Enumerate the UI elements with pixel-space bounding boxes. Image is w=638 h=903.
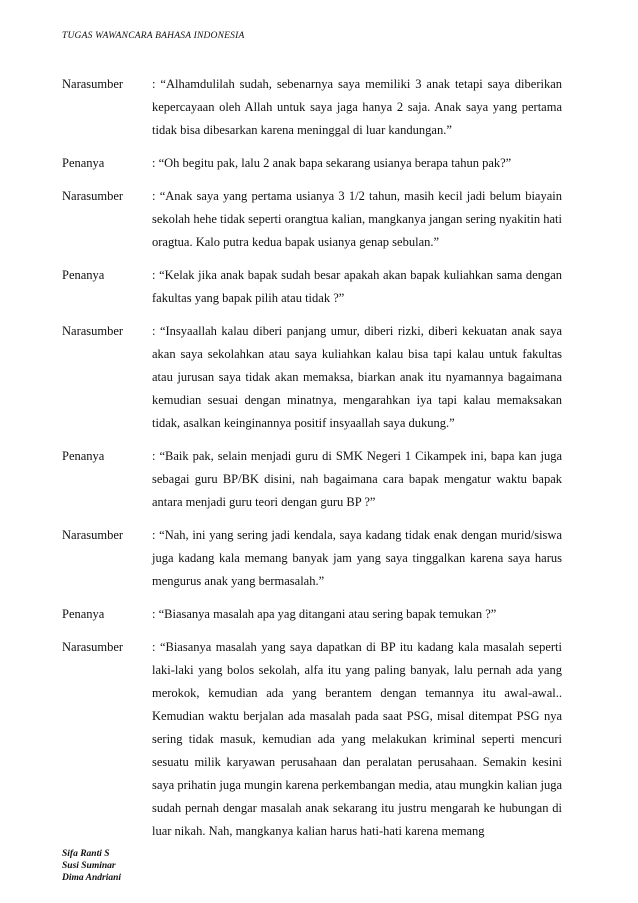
transcript-row [62,320,562,435]
author-name: Susi Suminar [62,861,116,871]
utterance-text: : “Anak saya yang pertama usianya 3 1/2 tahun, masih kecil jadi belum biayain sekolah hehe tidak seperti orangtua kalian, mangkanya jangan sering nyakitin hati oragtua. Kalo putra kedua bapak usianya genap sebulan.” [152,189,562,249]
speaker-label: Penanya [62,449,105,463]
transcript-row [62,603,562,626]
transcript-row [62,636,562,843]
authors-footer [62,848,121,884]
speaker-label: Narasumber [62,189,124,203]
transcript-row [62,445,562,514]
utterance-text: : “Kelak jika anak bapak sudah besar apakah akan bapak kuliahkan sama dengan fakultas yang bapak pilih atau tidak ?” [152,268,562,305]
utterance-text: : “Biasanya masalah yang saya dapatkan di BP itu kadang kala masalah seperti laki-laki yang bolos sekolah, alfa itu yang paling banyak, lalu pernah ada yang merokok, kemudian ada yang berantem dengan temannya itu awal-awal.. Kemudian waktu berjalan ada masalah pada saat PSG, misal ditempat PSG nya sering tidak masuk, kemudian ada yang melakukan kriminal seperti mencuri sesuatu milik karyawan perusahaan dan peralatan perusahaan. Semakin kesini saya prihatin juga mungin karena perkembangan media, atau mungkin kalian juga sudah pernah dengar masalah anak sekarang itu justru mengarah ke hubungan di luar nikah. Nah, mangkanya kalian harus hati-hati karena memang [152,640,562,838]
speaker-label: Narasumber [62,324,124,338]
utterance-text: : “Nah, ini yang sering jadi kendala, saya kadang tidak enak dengan murid/siswa juga kadang kala memang banyak jam yang saya tinggalkan karena saya harus mengurus anak yang bermasalah.” [152,528,562,588]
speaker-label: Penanya [62,607,105,621]
speaker-label: Penanya [62,156,105,170]
speaker-label: Narasumber [62,640,124,654]
transcript-row [62,264,562,310]
utterance-text: : “Biasanya masalah apa yag ditangani atau sering bapak temukan ?” [152,607,497,621]
speaker-label: Narasumber [62,528,124,542]
transcript-row [62,73,562,142]
document-header: TUGAS WAWANCARA BAHASA INDONESIA [62,31,245,41]
utterance-text: : “Oh begitu pak, lalu 2 anak bapa sekarang usianya berapa tahun pak?” [152,156,512,170]
speaker-label: Narasumber [62,77,124,91]
transcript-row [62,524,562,593]
utterance-text: : “Insyaallah kalau diberi panjang umur, diberi rizki, diberi kekuatan anak saya akan saya sekolahkan atau saya kuliahkan kalau bisa tapi kalau untuk fakultas atau jurusan saya tidak akan memaksa, biarkan anak itu nyamannya bagaimana kemudian sesuai dengan minatnya, mengarahkan iya tapi kalau memaksakan tidak, asalkan keinginannya positif insyaallah saya dukung.” [152,324,562,430]
utterance-text: : “Baik pak, selain menjadi guru di SMK Negeri 1 Cikampek ini, bapa kan juga sebagai guru BP/BK disini, nah bagaimana cara bapak mengatur waktu bapak antara menjadi guru teori dengan guru BP ?” [152,449,562,509]
interview-transcript [62,73,562,853]
utterance-text: : “Alhamdulilah sudah, sebenarnya saya memiliki 3 anak tetapi saya diberikan kepercayaan oleh Allah untuk saya jaga hanya 2 saja. Anak saya yang pertama tidak bisa dibesarkan karena meninggal di luar kandungan.” [152,77,562,137]
transcript-row [62,152,562,175]
transcript-row [62,185,562,254]
author-name: Dima Andriani [62,873,122,883]
author-name: Sifa Ranti S [62,849,110,859]
speaker-label: Penanya [62,268,105,282]
